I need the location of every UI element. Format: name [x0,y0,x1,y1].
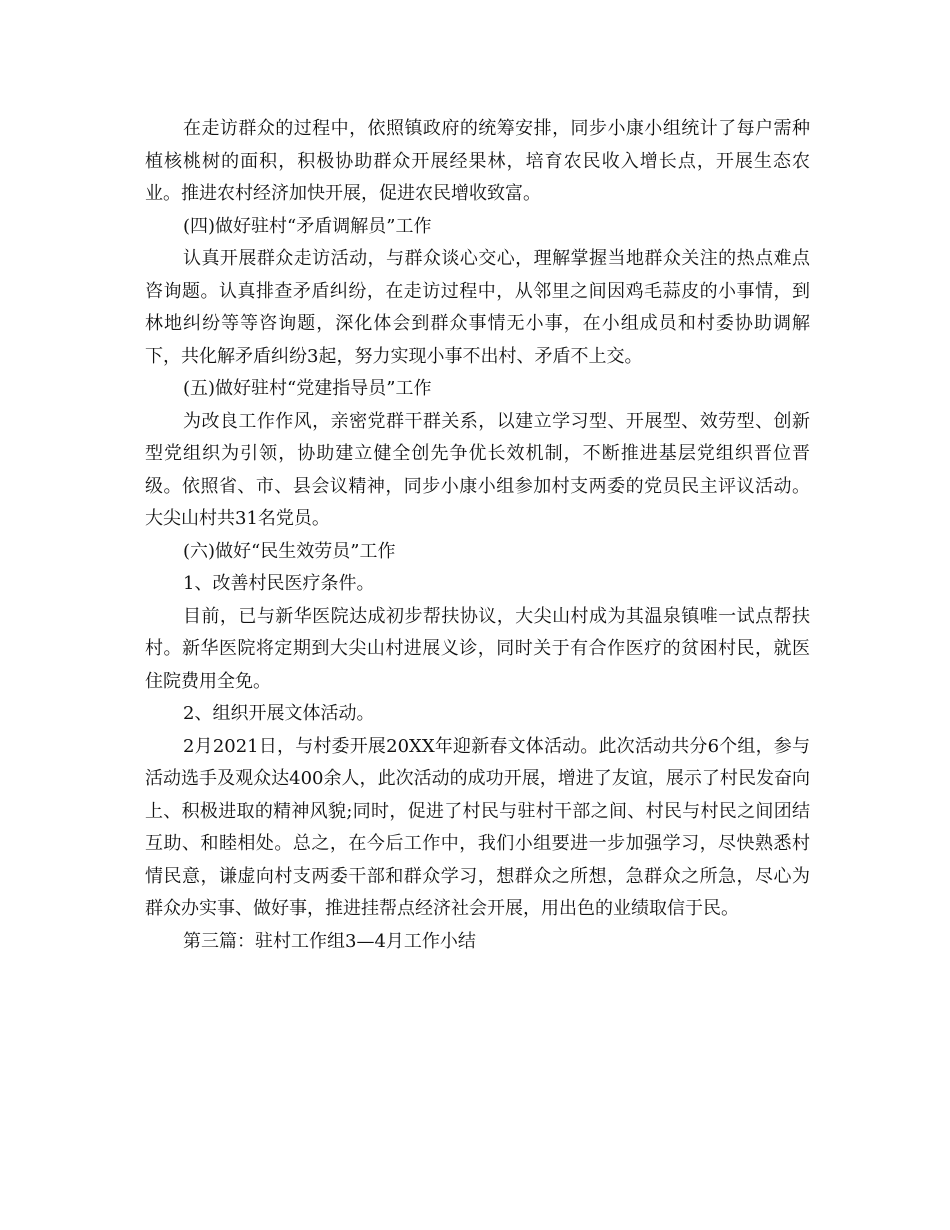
document-body [145,113,810,958]
paragraph-party-building: 为改良工作作风，亲密党群干群关系，以建立学习型、开展型、效劳型、创新型党组织为引领，协助建立健全创先争优长效机制，不断推进基层党组织晋位晋级。依照省、市、县会议精神，同步小康小组参加村支两委的党员民主评议活动。大尖山村共31名党员。 [145,410,810,529]
section-title-part-three: 第三篇：驻村工作组3—4月工作小结 [183,930,476,952]
heading-party-guide: (五)做好驻村“党建指导员”工作 [183,378,432,399]
heading-livelihood: (六)做好“民生效劳员”工作 [183,540,396,562]
subheading-medical: 1、改善村民医疗条件。 [183,573,375,594]
subheading-cultural: 2、组织开展文体活动。 [183,703,375,724]
paragraph-medical: 目前，已与新华医院达成初步帮扶协议，大尖山村成为其温泉镇唯一试点帮扶村。新华医院将定期到大尖山村进展义诊，同时关于有合作医疗的贫困村民，就医住院费用全免。 [145,605,810,692]
heading-mediator: (四)做好驻村“矛盾调解员”工作 [183,215,432,237]
paragraph-mediation: 认真开展群众走访活动，与群众谈心交心，理解掌握当地群众关注的热点难点咨询题。认真排查矛盾纠纷，在走访过程中，从邻里之间因鸡毛蒜皮的小事情，到林地纠纷等等咨询题，深化体会到群众事情无小事，在小组成员和村委协助调解下，共化解矛盾纠纷3起，努力实现小事不出村、矛盾不上交。 [145,248,810,367]
paragraph-fruit-forest: 在走访群众的过程中，依照镇政府的统筹安排，同步小康小组统计了每户需种植核桃树的面积，积极协助群众开展经果林，培育农民收入增长点，开展生态农业。推进农村经济加快开展，促进农民增收致富。 [145,118,810,204]
paragraph-cultural: 2月2021日，与村委开展20XX年迎新春文体活动。此次活动共分6个组，参与活动选手及观众达400余人，此次活动的成功开展，增进了友谊，展示了村民发奋向上、积极进取的精神风貌;同时，促进了村民与驻村干部之间、村民与村民之间团结互助、和睦相处。总之，在今后工作中，我们小组要进一步加强学习，尽快熟悉村情民意，谦虚向村支两委干部和群众学习，想群众之所想，急群众之所急，尽心为群众办实事、做好事，推进挂帮点经济社会开展，用出色的业绩取信于民。 [145,735,810,919]
